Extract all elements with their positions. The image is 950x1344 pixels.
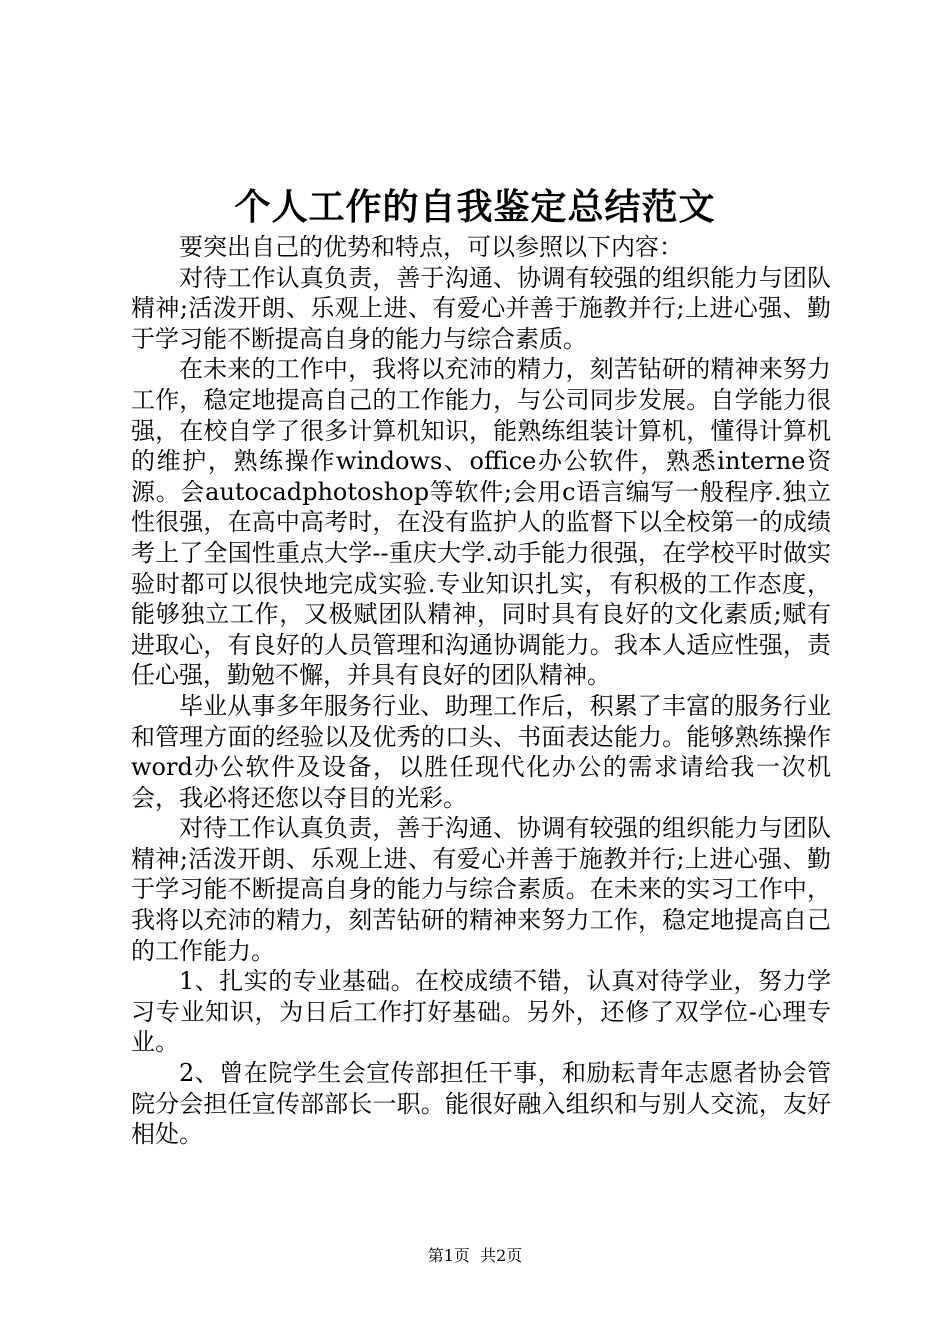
paragraph-point-1: 1、扎实的专业基础。在校成绩不错，认真对待学业，努力学习专业知识，为日后工作打好基础。另外，还修了双学位-心理专业。 — [131, 967, 831, 1057]
footer-separator — [470, 1246, 480, 1265]
document-title: 个人工作的自我鉴定总结范文 — [234, 186, 716, 228]
paragraph-internship: 对待工作认真负责，善于沟通、协调有较强的组织能力与团队精神;活泼开朗、乐观上进、有爱心并善于施教并行;上进心强、勤于学习能不断提高自身的能力与综合素质。在未来的实习工作中，我将以充沛的精力，刻苦钻研的精神来努力工作，稳定地提高自己的工作能力。 — [131, 814, 831, 965]
paragraph-point-2: 2、曾在院学生会宣传部担任干事，和励耘青年志愿者协会管院分会担任宣传部部长一职。能很好融入组织和与别人交流，友好相处。 — [131, 1059, 831, 1149]
page-total: 共2页 — [480, 1246, 523, 1265]
document-body — [131, 232, 831, 1150]
paragraph-attitude: 对待工作认真负责，善于沟通、协调有较强的组织能力与团队精神;活泼开朗、乐观上进、有爱心并善于施教并行;上进心强、勤于学习能不断提高自身的能力与综合素质。 — [131, 263, 831, 353]
page-footer — [0, 1244, 950, 1268]
paragraph-experience: 毕业从事多年服务行业、助理工作后，积累了丰富的服务行业和管理方面的经验以及优秀的口头、书面表达能力。能够熟练操作word办公软件及设备，以胜任现代化办公的需求请给我一次机会，我必将还您以夺目的光彩。 — [131, 691, 831, 812]
paragraph-intro: 要突出自己的优势和特点，可以参照以下内容： — [179, 233, 683, 261]
paragraph-future-work: 在未来的工作中，我将以充沛的精力，刻苦钻研的精神来努力工作，稳定地提高自己的工作能力，与公司同步发展。自学能力很强，在校自学了很多计算机知识，能熟练组装计算机，懂得计算机的维护，熟练操作windows、office办公软件，熟悉interne资源。会autocadphotoshop等软件;会用c语言编写一般程序.独立性很强，在高中高考时，在没有监护人的监督下以全校第一的成绩考上了全国性重点大学--重庆大学.动手能力很强，在学校平时做实验时都可以很快地完成实验.专业知识扎实，有积极的工作态度，能够独立工作，又极赋团队精神，同时具有良好的文化素质;赋有进取心，有良好的人员管理和沟通协调能力。我本人适应性强，责任心强，勤勉不懈，并具有良好的团队精神。 — [131, 355, 831, 690]
page-number: 第1页 — [427, 1246, 470, 1265]
